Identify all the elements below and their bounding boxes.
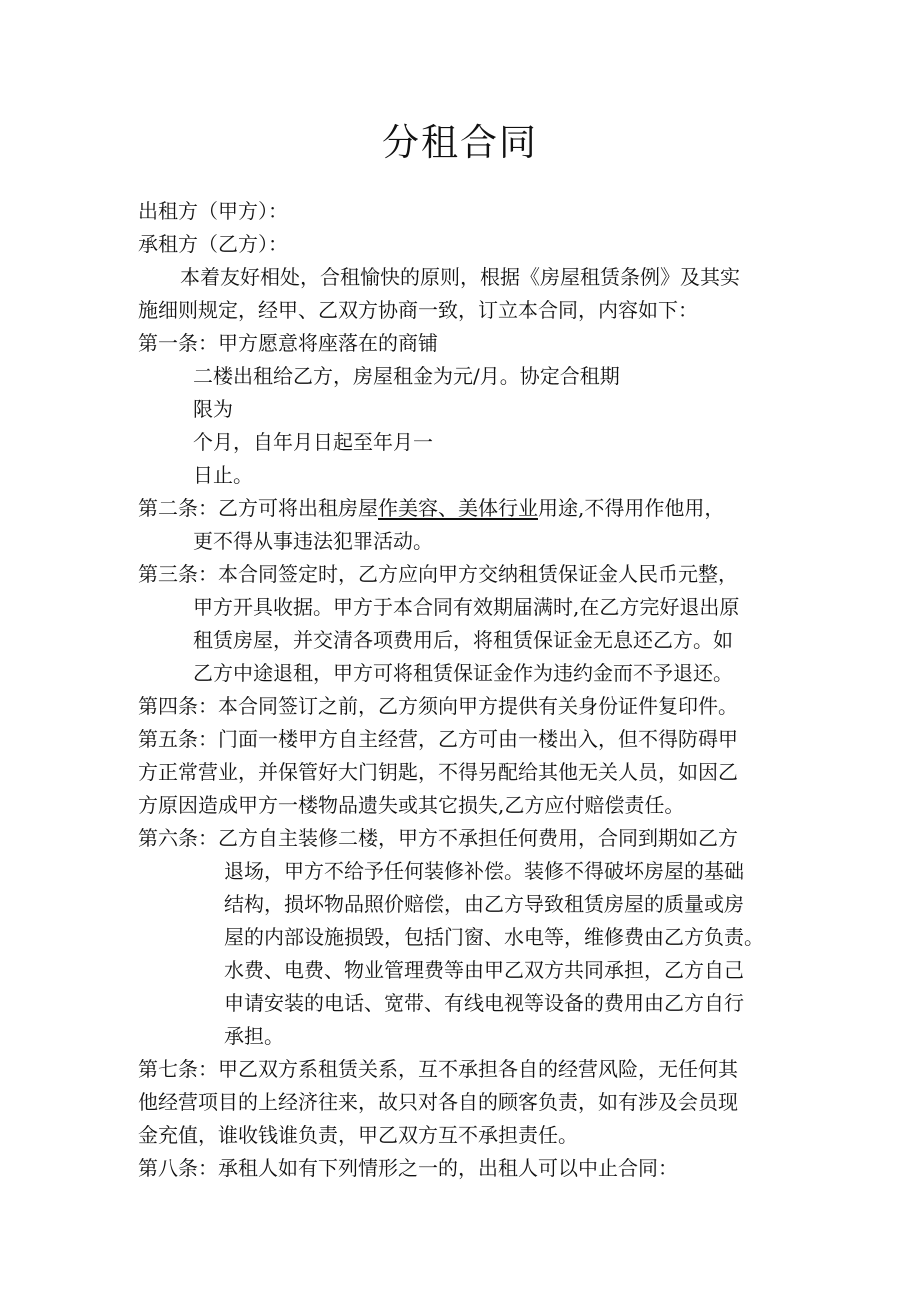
article7-heading-line: 第七条：甲乙双方系租赁关系，互不承担各自的经营风险，无任何其 — [138, 1057, 738, 1081]
preamble-line: 施细则规定，经甲、乙双方协商一致，订立本合同，内容如下： — [138, 298, 698, 322]
article7-line: 他经营项目的上经济往来，故只对各自的顾客负责，如有涉及会员现 — [138, 1090, 738, 1114]
lessor-line: 出租方（甲方）： — [138, 199, 288, 223]
article5-heading-line: 第五条：门面一楼甲方自主经营，乙方可由一楼出入，但不得防碍甲 — [138, 727, 738, 751]
article3-line: 租赁房屋，并交清各项费用后，将租赁保证金无息还乙方。如 — [193, 628, 733, 652]
article7-line: 金充值，谁收钱谁负责，甲乙双方互不承担责任。 — [138, 1123, 578, 1147]
article5-line: 方正常营业，并保管好大门钥匙，不得另配给其他无关人员，如因乙 — [138, 760, 738, 784]
article6-line: 申请安装的电话、宽带、有线电视等设备的费用由乙方自行 — [224, 991, 744, 1015]
article4-line: 第四条：本合同签订之前，乙方须向甲方提供有关身份证件复印件。 — [138, 694, 738, 718]
article2-text: 第二条：乙方可将出租房屋 — [138, 496, 378, 520]
preamble-line: 本着友好相处，合租愉快的原则，根据《房屋租赁条例》及其实 — [180, 265, 740, 289]
article1-line: 二楼出租给乙方，房屋租金为元/月。协定合租期 — [193, 364, 620, 388]
lessee-line: 承租方（乙方）： — [138, 232, 288, 256]
article5-line: 方原因造成甲方一楼物品遗失或其它损失,乙方应付赔偿责任。 — [138, 793, 685, 817]
article2-underlined-usage: 作美容、美体行业 — [378, 496, 538, 520]
article3-line: 甲方开具收据。甲方于本合同有效期届满时,在乙方完好退出原 — [193, 595, 740, 619]
article3-line: 乙方中途退租，甲方可将租赁保证金作为违约金而不予退还。 — [193, 661, 733, 685]
article6-line: 水费、电费、物业管理费等由甲乙双方共同承担，乙方自己 — [224, 958, 744, 982]
article8-heading-line: 第八条：承租人如有下列情形之一的，出租人可以中止合同： — [138, 1156, 678, 1180]
article1-line: 限为 — [193, 397, 233, 421]
article2-text: 用途,不得用作他用， — [538, 496, 725, 520]
article6-heading-line: 第六条：乙方自主装修二楼，甲方不承担任何费用，合同到期如乙方 — [138, 826, 738, 850]
article1-heading-line: 第一条：甲方愿意将座落在的商铺 — [138, 331, 438, 355]
article1-line: 日止。 — [193, 463, 253, 487]
article2-line: 更不得从事违法犯罪活动。 — [193, 529, 433, 553]
article6-line: 承担。 — [224, 1024, 284, 1048]
article6-line: 退场，甲方不给予任何装修补偿。装修不得破坏房屋的基础 — [224, 859, 744, 883]
document-title: 分租合同 — [382, 121, 538, 164]
article2-heading-line — [138, 495, 724, 521]
article3-heading-line: 第三条：本合同签定时，乙方应向甲方交纳租赁保证金人民币元整， — [138, 562, 738, 586]
article1-line: 个月，自年月日起至年月一 — [193, 430, 433, 454]
article6-line: 屋的内部设施损毁，包括门窗、水电等，维修费由乙方负责。 — [224, 925, 764, 949]
article6-line: 结构，损坏物品照价赔偿，由乙方导致租赁房屋的质量或房 — [224, 892, 744, 916]
